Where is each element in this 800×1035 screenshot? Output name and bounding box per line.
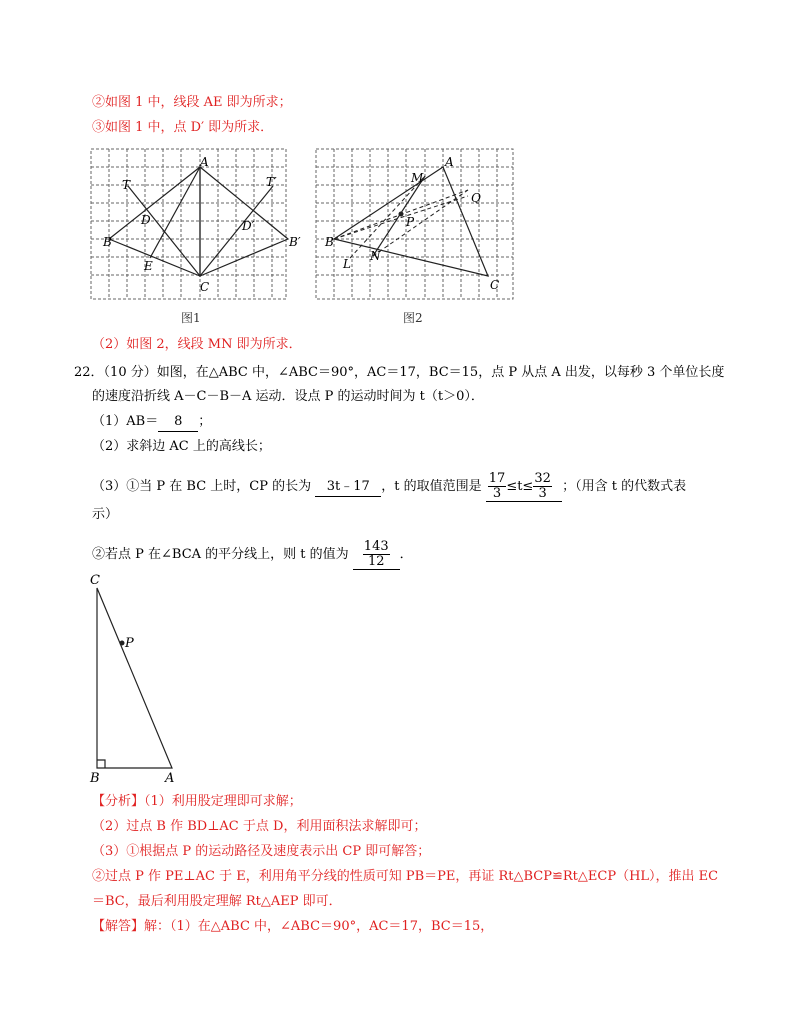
part-1-answer: 8 <box>158 413 198 432</box>
analysis-line-2: （2）过点 B 作 BD⊥AC 于点 D，利用面积法求解即可； <box>92 819 427 834</box>
figure-2 <box>313 146 518 306</box>
triangle-label-B: B <box>90 771 100 786</box>
fig2-label-M: M <box>411 171 424 185</box>
part-3-prefix: （3）①当 P 在 BC 上时，CP 的长为 <box>92 479 312 494</box>
part-3-range: $\frac{17}{3}$ ≤t≤ $\frac{32}{3}$ <box>486 472 562 502</box>
fig2-label-C: C <box>490 278 500 292</box>
part-2: （2）求斜边 AC 上的高线长； <box>92 439 271 454</box>
answer-line-1: 【解答】解：（1）在△ABC 中，∠ABC＝90°，AC＝17，BC＝15， <box>92 919 494 934</box>
figure-1 <box>88 146 301 306</box>
fig2-label-Q: Q <box>471 191 481 205</box>
fig2-label-N: N <box>370 249 381 263</box>
analysis-line-5: ＝BC，最后利用股定理解 Rt△AEP 即可． <box>92 894 342 909</box>
figure-1-caption: 图1 <box>181 311 201 325</box>
fig1-label-T: T <box>122 178 131 192</box>
range-fraction-2: $\frac{32}{3}$ <box>534 471 551 501</box>
question-22-head: 22．（10 分）如图，在△ABC 中，∠ABC＝90°，AC＝17，BC＝15，点 P 从点 A 出发，以每秒 3 个单位长度 <box>74 365 725 380</box>
part-3-sub-2-prefix: ②若点 P 在∠BCA 的平分线上，则 t 的值为 <box>92 547 349 562</box>
fig1-label-E: E <box>144 259 153 273</box>
solution-line-3: ③如图 1 中，点 D′ 即为所求． <box>92 120 274 135</box>
question-22-head-2: 的速度沿折线 A－C－B－A 运动．设点 P 的运动时间为 t（t＞0）． <box>92 389 484 404</box>
part-3-continued: 示） <box>92 507 119 522</box>
figure-2-caption: 图2 <box>403 311 423 325</box>
figure-triangle <box>85 572 195 787</box>
triangle-label-P: P <box>125 636 134 651</box>
fig2-label-A: A <box>445 155 454 169</box>
part-3-sub-2-answer <box>353 540 400 570</box>
fig1-label-Bp: B′ <box>289 235 301 249</box>
range-fraction-1: $\frac{17}{3}$ <box>488 471 506 501</box>
fig2-label-B: B <box>325 235 334 249</box>
fig1-label-A: A <box>200 155 209 169</box>
analysis-line-4: ②过点 P 作 PE⊥AC 于 E，利用角平分线的性质可知 PB＝PE，再证 Rt△BCP≌Rt△ECP（HL），推出 EC <box>92 869 719 884</box>
fig1-label-C: C <box>200 280 210 294</box>
triangle-label-C: C <box>90 573 100 588</box>
analysis-line-3: （3）①根据点 P 的运动路径及速度表示出 CP 即可解答； <box>92 844 431 859</box>
solution-line-4: （2）如图 2，线段 MN 即为所求． <box>92 337 302 352</box>
answer-fraction: $\frac{143}{12}$ <box>363 539 389 569</box>
fig1-label-B: B <box>103 235 112 249</box>
part-3-suffix: ；（用含 t 的代数式表 <box>562 479 687 494</box>
analysis-line-1: 【分析】（1）利用股定理即可求解； <box>92 794 302 809</box>
part-1-suffix: ； <box>198 414 212 429</box>
part-3-answer: 3t﹣17 <box>315 478 381 497</box>
part-1-prefix: （1）AB＝ <box>92 414 159 429</box>
part-3 <box>92 472 686 502</box>
part-3-sub-2: ②若点 P 在∠BCA 的平分线上，则 t 的值为 $\frac{143}{12}$ ． <box>92 539 413 569</box>
solution-line-2: ②如图 1 中，线段 AE 即为所求； <box>92 95 292 110</box>
fig2-label-P: P <box>406 215 415 229</box>
fig1-label-Dp: D′ <box>242 219 255 233</box>
part-3-mid: ，t 的取值范围是 <box>381 479 482 494</box>
fig1-label-D: D <box>141 213 151 227</box>
fig1-label-Tp: T′ <box>266 175 277 189</box>
triangle-label-A: A <box>165 771 175 786</box>
fig2-label-L: L <box>343 257 351 271</box>
part-1 <box>92 413 211 432</box>
